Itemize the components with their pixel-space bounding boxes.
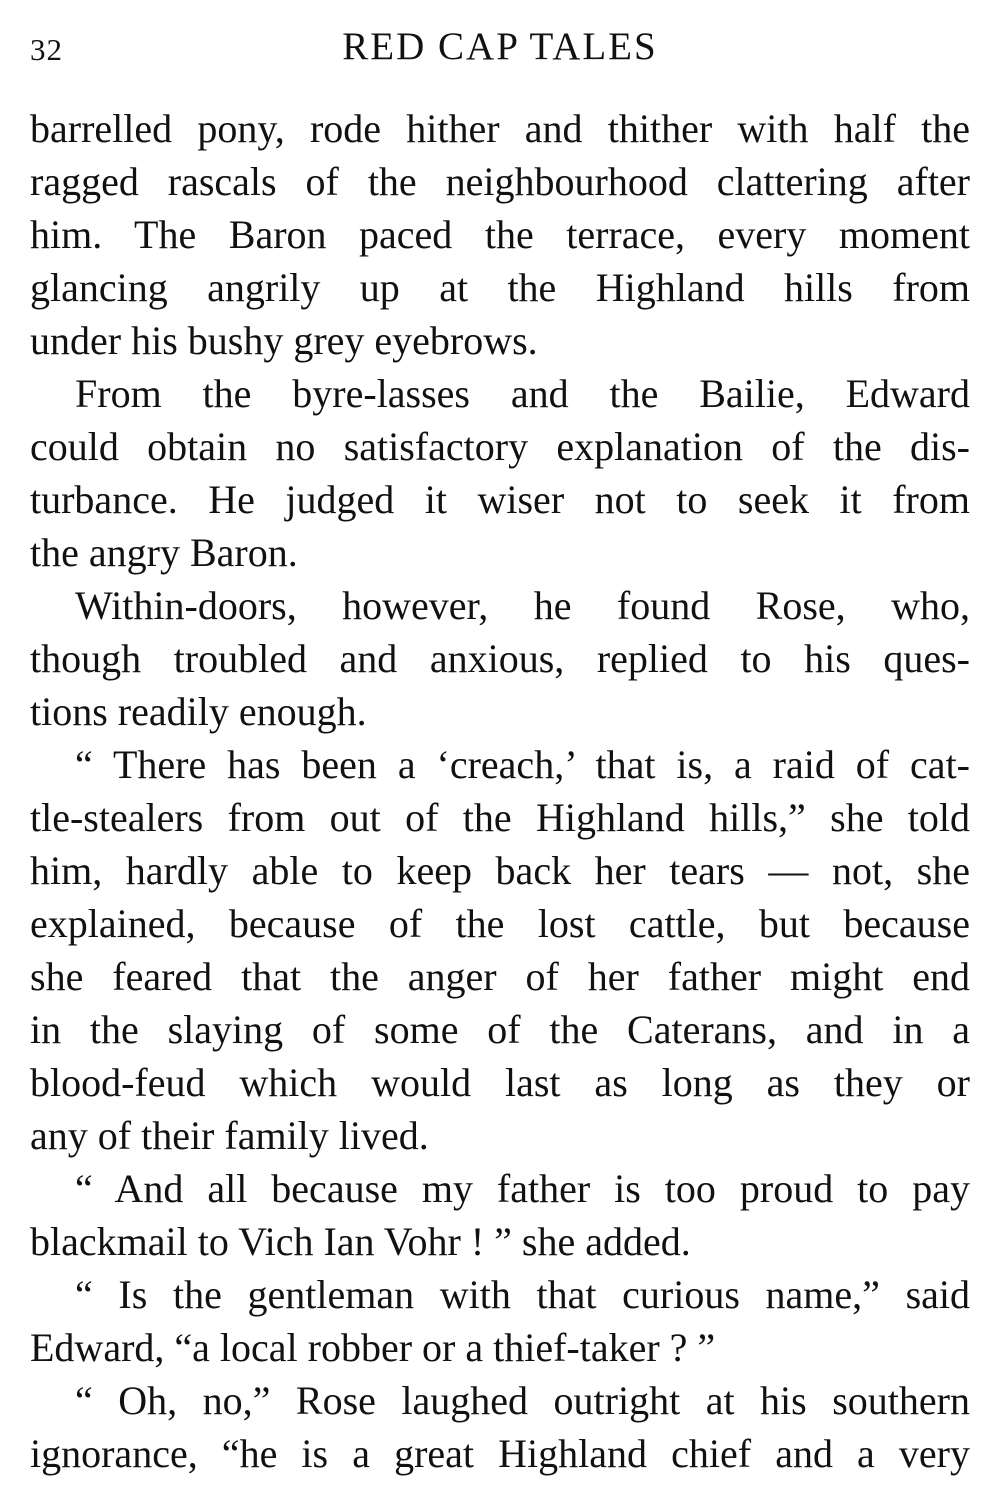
text-line: could obtain no satisfactory explanation of the dis- [30, 424, 970, 469]
text-line: “ Is the gentleman with that curious name,” said [75, 1272, 970, 1317]
text-line: the angry Baron. [30, 530, 298, 575]
text-line: she feared that the anger of her father might end [30, 954, 970, 999]
text-line: ignorance, “he is a great Highland chief and a very [30, 1431, 970, 1476]
text-line: explained, because of the lost cattle, but because [30, 901, 970, 946]
text-line: turbance. He judged it wiser not to seek it from [30, 477, 970, 522]
text-line: him. The Baron paced the terrace, every moment [30, 212, 970, 257]
running-head [30, 24, 970, 74]
text-line: him, hardly able to keep back her tears — not, she [30, 848, 970, 893]
text-line: blood-feud which would last as long as they or [30, 1060, 970, 1105]
text-line: “ There has been a ‘creach,’ that is, a raid of cat- [75, 742, 970, 787]
text-line: ragged rascals of the neighbourhood clattering after [30, 159, 970, 204]
body-text [30, 102, 970, 1480]
text-line: glancing angrily up at the Highland hills from [30, 265, 970, 310]
text-line: “ Oh, no,” Rose laughed outright at his southern [75, 1378, 970, 1423]
text-line: in the slaying of some of the Caterans, and in a [30, 1007, 970, 1052]
book-title: RED CAP TALES [342, 25, 658, 68]
text-line: blackmail to Vich Ian Vohr ! ” she added. [30, 1219, 691, 1264]
text-line: From the byre-lasses and the Bailie, Edward [75, 371, 970, 416]
text-line: tle-stealers from out of the Highland hills,” she told [30, 795, 970, 840]
text-line: Edward, “a local robber or a thief-taker ? ” [30, 1325, 716, 1370]
text-line: barrelled pony, rode hither and thither with half the [30, 106, 970, 151]
text-line: any of their family lived. [30, 1113, 429, 1158]
text-line: “ And all because my father is too proud to pay [75, 1166, 970, 1211]
text-line: Within-doors, however, he found Rose, who, [75, 583, 970, 628]
page-number: 32 [30, 32, 63, 67]
text-line: tions readily enough. [30, 689, 367, 734]
text-line: under his bushy grey eyebrows. [30, 318, 538, 363]
text-line: though troubled and anxious, replied to his ques- [30, 636, 970, 681]
